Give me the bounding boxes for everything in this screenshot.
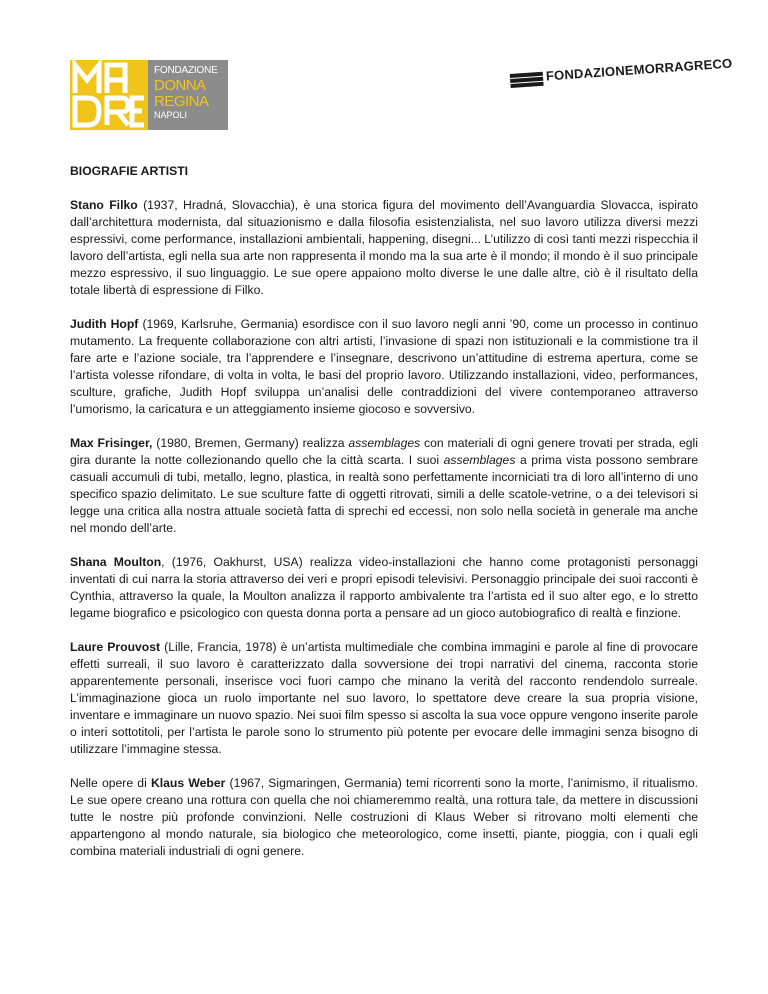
bio-judith-hopf	[70, 316, 698, 418]
logo-line-regina: REGINA	[154, 93, 209, 110]
document-title: BIOGRAFIE ARTISTI	[70, 164, 189, 178]
artist-name: Max Frisinger,	[70, 436, 153, 450]
bio-text: (1969, Karlsruhe, Germania) esordisce con il suo lavoro negli anni ’90, come un processo in continuo mutamento. La frequente collaborazione con altri artisti, l’invasione di spazi non istituzionali e la commistione tra il fare arte e l’azione sociale, tra l’apprendere e l’insegnare, descrivono un’attitudine di estrema apertura, come se l’artista volesse rifondare, di volta in volta, le basi del proprio lavoro. Utilizzando installazioni, video, performances, sculture, grafiche, Judith Hopf sviluppa un’analisi delle contraddizioni del vivere contemporaneo attraverso l’umorismo, la caricatura e un atteggiamento insieme giocoso e sovversivo.	[70, 317, 698, 416]
bio-text: , (1976, Oakhurst, USA) realizza video-installazioni che hanno come protagonisti personaggi inventati di cui narra la storia attraverso dei veri e propri episodi televisivi. Personaggio principale dei suoi racconti è Cynthia, attraverso la quale, la Moulton analizza il rapporto ambivalente tra l’artista ed il suo alter ego, e lo stretto legame biografico e psicologico con questa donna porta a pensare ad un gioco autobiografico di realtà e finzione.	[70, 555, 699, 620]
madre-logo	[70, 60, 148, 130]
bio-laure-prouvost	[70, 639, 698, 758]
bio-klaus-weber	[70, 775, 698, 860]
artist-name: Judith Hopf	[70, 317, 139, 331]
bio-text: a prima vista possono sembrare casuali accumuli di tubi, metallo, legno, plastica, in realtà sono perfettamente incorniciati tra di loro all’interno di uno specifico spazio delimitato. Le sue sculture fatte di oggetti ritrovati, simili a delle scatole-vetrine, o a dei televisori si legge una critica alla nostra attuale società fatta di sprechi ed eccessi, non solo nella società in generale ma anche nel mondo dell’arte.	[70, 453, 698, 535]
artist-name: Stano Filko	[70, 198, 138, 212]
artist-name: Laure Prouvost	[70, 640, 161, 654]
artist-name: Klaus Weber	[150, 776, 226, 790]
document-body	[70, 163, 698, 877]
bio-text: (1937, Hradná, Slovacchia), è una storica figura del movimento dell’Avanguardia Slovacca, ispirato dall’architettura modernista, dal situazionismo e dalla filosofia esistenzialista, nel suo lavoro utilizza diversi mezzi espressivi, come performance, installazioni ambientali, happening, disegni... L’utilizzo di così tanti mezzi rispecchia il lavoro dell’artista, egli nella sua arte non rappresenta il mondo ma la sua arte è il mondo; il mondo è il suo principale mezzo espressivo, il suo linguaggio. Le sue opere appaiono molto diverse le une dalle altre, ciò è il risultato della totale libertà di espressione di Filko.	[70, 198, 698, 297]
bio-shana-moulton	[70, 554, 698, 622]
bio-max-frisinger	[70, 435, 698, 537]
bio-stano-filko	[70, 197, 698, 299]
madre-letter-m	[75, 65, 99, 93]
bio-text: (Lille, Francia, 1978) è un’artista multimediale che combina immagini e parole al fine di provocare effetti surreali, il suo lavoro è caratterizzato dalla sovversione dei tropi narrativi del cinema, racconta storie apparentemente personali, inserisce voci fuori campo che minano la verità del racconto rendendolo surreale. L’immaginazione gioca un ruolo importante nel suo lavoro, lo spettatore deve creare la sua propria visione, inventare e immaginare un nuovo spazio. Nei suoi film spesso si ascolta la sua voce oppure vengono inserite parole o interi sottotitoli, per l’artista le parole sono lo strumento più potente per evocare delle immagini senza bisogno di utilizzare l’immagine stessa.	[70, 640, 698, 756]
bio-text: (1980, Bremen, Germany) realizza	[152, 436, 349, 450]
morra-bars-icon	[510, 72, 544, 88]
fondazione-donnaregina-logo	[148, 60, 228, 130]
bio-lead-text: Nelle opere di	[70, 776, 151, 790]
bio-italic-term: assemblages	[443, 453, 516, 467]
fondazione-morra-greco-logo	[509, 47, 733, 92]
artist-name: Shana Moulton	[70, 555, 162, 569]
madre-letter-d	[75, 98, 99, 125]
madre-letter-r	[107, 98, 128, 125]
morra-logo-text: FONDAZIONEMORRAGRECO	[545, 55, 733, 84]
madre-logo-mark	[70, 60, 148, 130]
bio-italic-term: assemblages	[348, 436, 421, 450]
logo-line-napoli: NAPOLI	[154, 110, 188, 120]
logo-line-fondazione: FONDAZIONE	[154, 65, 218, 76]
logo-line-donna: DONNA	[154, 77, 206, 94]
madre-letter-e	[132, 98, 144, 125]
bio-text: con materiali di ogni genere trovati per strada, egli gira durante la notte collezionando quello che la città scarta. I suoi	[70, 436, 698, 467]
bio-text: (1967, Sigmaringen, Germania) temi ricorrenti sono la morte, l’animismo, il ritualismo. Le sue opere creano una rottura con quella che noi chiameremmo realtà, una rottura tale, da mettere in discussioni tutte le nostre più profonde convinzioni. Nelle costruzioni di Klaus Weber si ritrovano molti elementi che appartengono al mondo naturale, sia biologico che meteorologico, come insetti, piante, pioggia, con i quali egli combina materiali industriali di ogni genere.	[70, 776, 698, 858]
